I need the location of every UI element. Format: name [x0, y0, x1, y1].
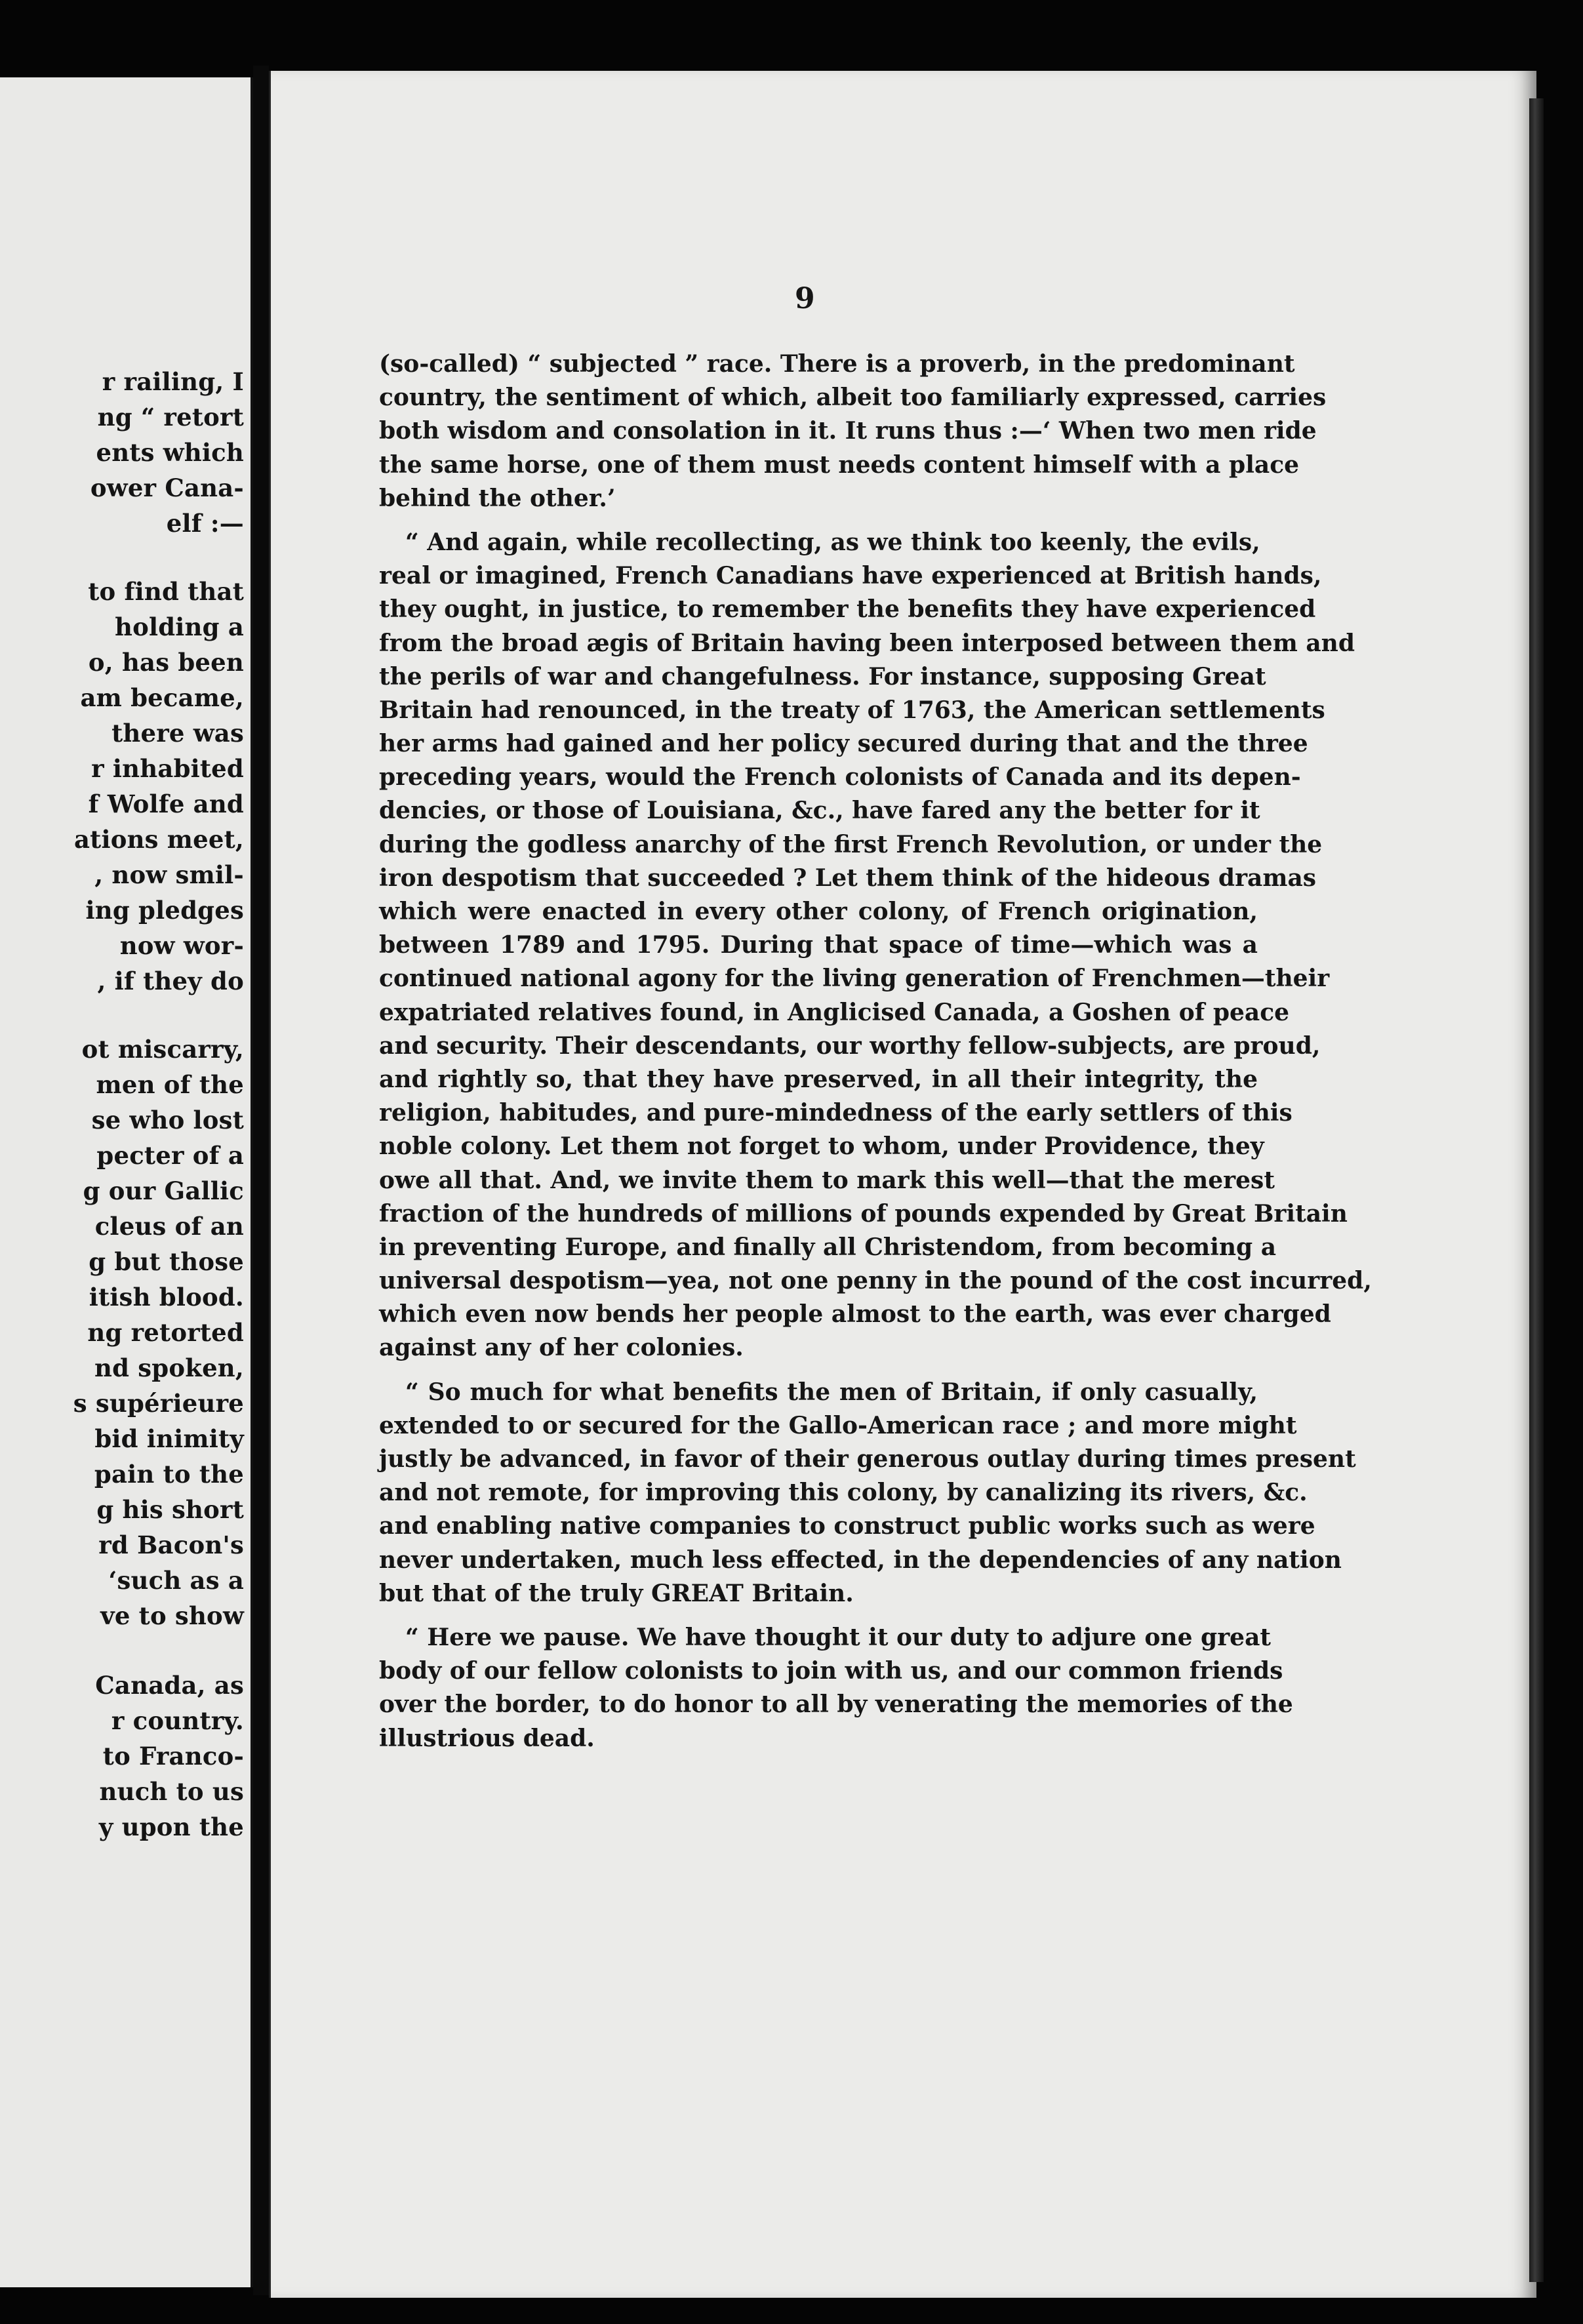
text-line: dencies, or those of Louisiana, &c., have fared any the better for it — [379, 797, 1260, 825]
paragraph — [379, 526, 1372, 1365]
text-line: behind the other.’ — [379, 484, 616, 512]
left-page-line: now wor- — [119, 931, 244, 960]
left-page-line: ations meet, — [73, 825, 244, 854]
left-page-line: r country. — [111, 1706, 244, 1735]
left-page-line: ng “ retort — [97, 403, 244, 431]
text-line: continued national agony for the living generation of Frenchmen—their — [379, 965, 1330, 993]
text-line: and rightly so, that they have preserved, in all their integrity, the — [379, 1065, 1258, 1093]
text-line: in preventing Europe, and finally all Christendom, from becoming a — [379, 1233, 1277, 1261]
left-page-line: y upon the — [98, 1813, 244, 1841]
left-page-line: men of the — [96, 1070, 244, 1099]
text-line: owe all that. And, we invite them to mark this well—that the merest — [379, 1166, 1275, 1194]
left-page-line: pecter of a — [96, 1141, 244, 1170]
left-page-line: elf :— — [166, 509, 244, 538]
left-page-line: bid inimity — [94, 1424, 244, 1453]
text-line: preceding years, would the French colonists of Canada and its depen- — [379, 763, 1301, 791]
text-line: the perils of war and changefulness. For instance, supposing Great — [379, 662, 1266, 691]
text-line: extended to or secured for the Gallo-American race ; and more might — [379, 1411, 1297, 1439]
text-line: during the godless anarchy of the first French Revolution, or under the — [379, 830, 1323, 858]
left-page-line: g our Gallic — [83, 1176, 244, 1205]
book-gutter — [253, 66, 269, 2295]
left-page-line: r railing, I — [102, 367, 244, 396]
text-line: but that of the truly GREAT Britain. — [379, 1579, 854, 1607]
text-line: which even now bends her people almost to the earth, was ever charged — [379, 1300, 1331, 1329]
text-line: country, the sentiment of which, albeit too familiarly expressed, carries — [379, 384, 1327, 412]
page-edge — [1529, 98, 1544, 2282]
text-line: and not remote, for improving this colony, by canalizing its rivers, &c. — [379, 1479, 1308, 1507]
left-page-line: g his short — [96, 1495, 244, 1524]
text-line: iron despotism that succeeded ? Let them think of the hideous dramas — [379, 864, 1317, 892]
text-line: between 1789 and 1795. During that space of time—which was a — [379, 931, 1258, 959]
left-page-line: there was — [111, 719, 244, 748]
left-page-line: o, has been — [88, 648, 244, 677]
left-page-line: , now smil- — [94, 860, 244, 889]
text-line: universal despotism—yea, not one penny in the pound of the cost incurred, — [379, 1267, 1372, 1295]
left-page-line: rd Bacon's — [98, 1531, 244, 1559]
left-page-fragment — [0, 77, 253, 2287]
left-page-line: ents which — [96, 438, 244, 467]
text-line: “ So much for what benefits the men of Britain, if only casually, — [405, 1378, 1258, 1406]
left-page-line: nd spoken, — [94, 1353, 244, 1382]
text-line: body of our fellow colonists to join with us, and our common friends — [379, 1657, 1283, 1685]
text-line: noble colony. Let them not forget to whom, under Providence, they — [379, 1132, 1264, 1161]
left-page-line: ve to show — [100, 1601, 244, 1630]
text-line: “ And again, while recollecting, as we think too keenly, the evils, — [405, 528, 1260, 556]
left-page-line: am became, — [80, 683, 244, 712]
text-line: her arms had gained and her policy secured during that and the three — [379, 730, 1308, 758]
left-page-line: s supérieure — [73, 1389, 244, 1418]
text-line: never undertaken, much less effected, in the dependencies of any nation — [379, 1546, 1342, 1574]
text-line: over the border, to do honor to all by venerating the memories of the — [379, 1691, 1293, 1719]
left-page-line: ing pledges — [85, 896, 244, 925]
text-line: and enabling native companies to construct public works such as were — [379, 1512, 1315, 1540]
text-line: illustrious dead. — [379, 1724, 595, 1752]
left-page-line: g but those — [89, 1247, 244, 1276]
left-page-line: se who lost — [91, 1106, 244, 1134]
page-number: 9 — [795, 282, 815, 315]
left-page-line: pain to the — [94, 1460, 244, 1489]
text-line: justly be advanced, in favor of their generous outlay during times present — [379, 1445, 1356, 1473]
left-page-line: ‘such as a — [108, 1566, 244, 1595]
left-page-line: nuch to us — [99, 1777, 244, 1806]
text-line: and security. Their descendants, our worthy fellow-subjects, are proud, — [379, 1032, 1321, 1060]
paragraph — [379, 1376, 1356, 1611]
left-page-line: itish blood. — [89, 1283, 244, 1312]
text-line: they ought, in justice, to remember the benefits they have experienced — [379, 595, 1316, 624]
text-line: fraction of the hundreds of millions of pounds expended by Great Britain — [379, 1199, 1348, 1228]
text-line: against any of her colonies. — [379, 1334, 744, 1362]
left-page-line: to find that — [88, 577, 244, 606]
left-page-line: , if they do — [97, 967, 244, 995]
text-line: Britain had renounced, in the treaty of 1763, the American settlements — [379, 696, 1325, 724]
text-line: which were enacted in every other colony, of French origination, — [379, 898, 1258, 925]
text-line: both wisdom and consolation in it. It runs thus :—‘ When two men ride — [379, 417, 1317, 445]
paragraph — [379, 348, 1327, 515]
left-page-line: r inhabited — [91, 754, 244, 783]
text-line: expatriated relatives found, in Anglicised Canada, a Goshen of peace — [379, 998, 1290, 1026]
left-page-line: holding a — [115, 612, 244, 641]
text-line: religion, habitudes, and pure-mindedness of the early settlers of this — [379, 1099, 1292, 1127]
left-page-line: to Franco- — [102, 1742, 244, 1771]
text-line: real or imagined, French Canadians have experienced at British hands, — [379, 562, 1322, 590]
left-page-line: cleus of an — [94, 1212, 244, 1241]
text-line: the same horse, one of them must needs content himself with a place — [379, 451, 1300, 479]
left-page-line: ng retorted — [87, 1318, 244, 1347]
left-page-line: ower Cana- — [90, 473, 244, 502]
body-text — [379, 348, 1372, 1766]
left-page-line: f Wolfe and — [88, 790, 244, 818]
text-line: “ Here we pause. We have thought it our duty to adjure one great — [405, 1623, 1272, 1651]
left-page-line: Canada, as — [95, 1671, 244, 1700]
text-line: (so-called) “ subjected ” race. There is a proverb, in the predominant — [379, 350, 1295, 378]
paragraph — [379, 1621, 1293, 1755]
text-line: from the broad ægis of Britain having been interposed between them and — [379, 629, 1355, 657]
left-page-line: ot miscarry, — [81, 1035, 244, 1064]
